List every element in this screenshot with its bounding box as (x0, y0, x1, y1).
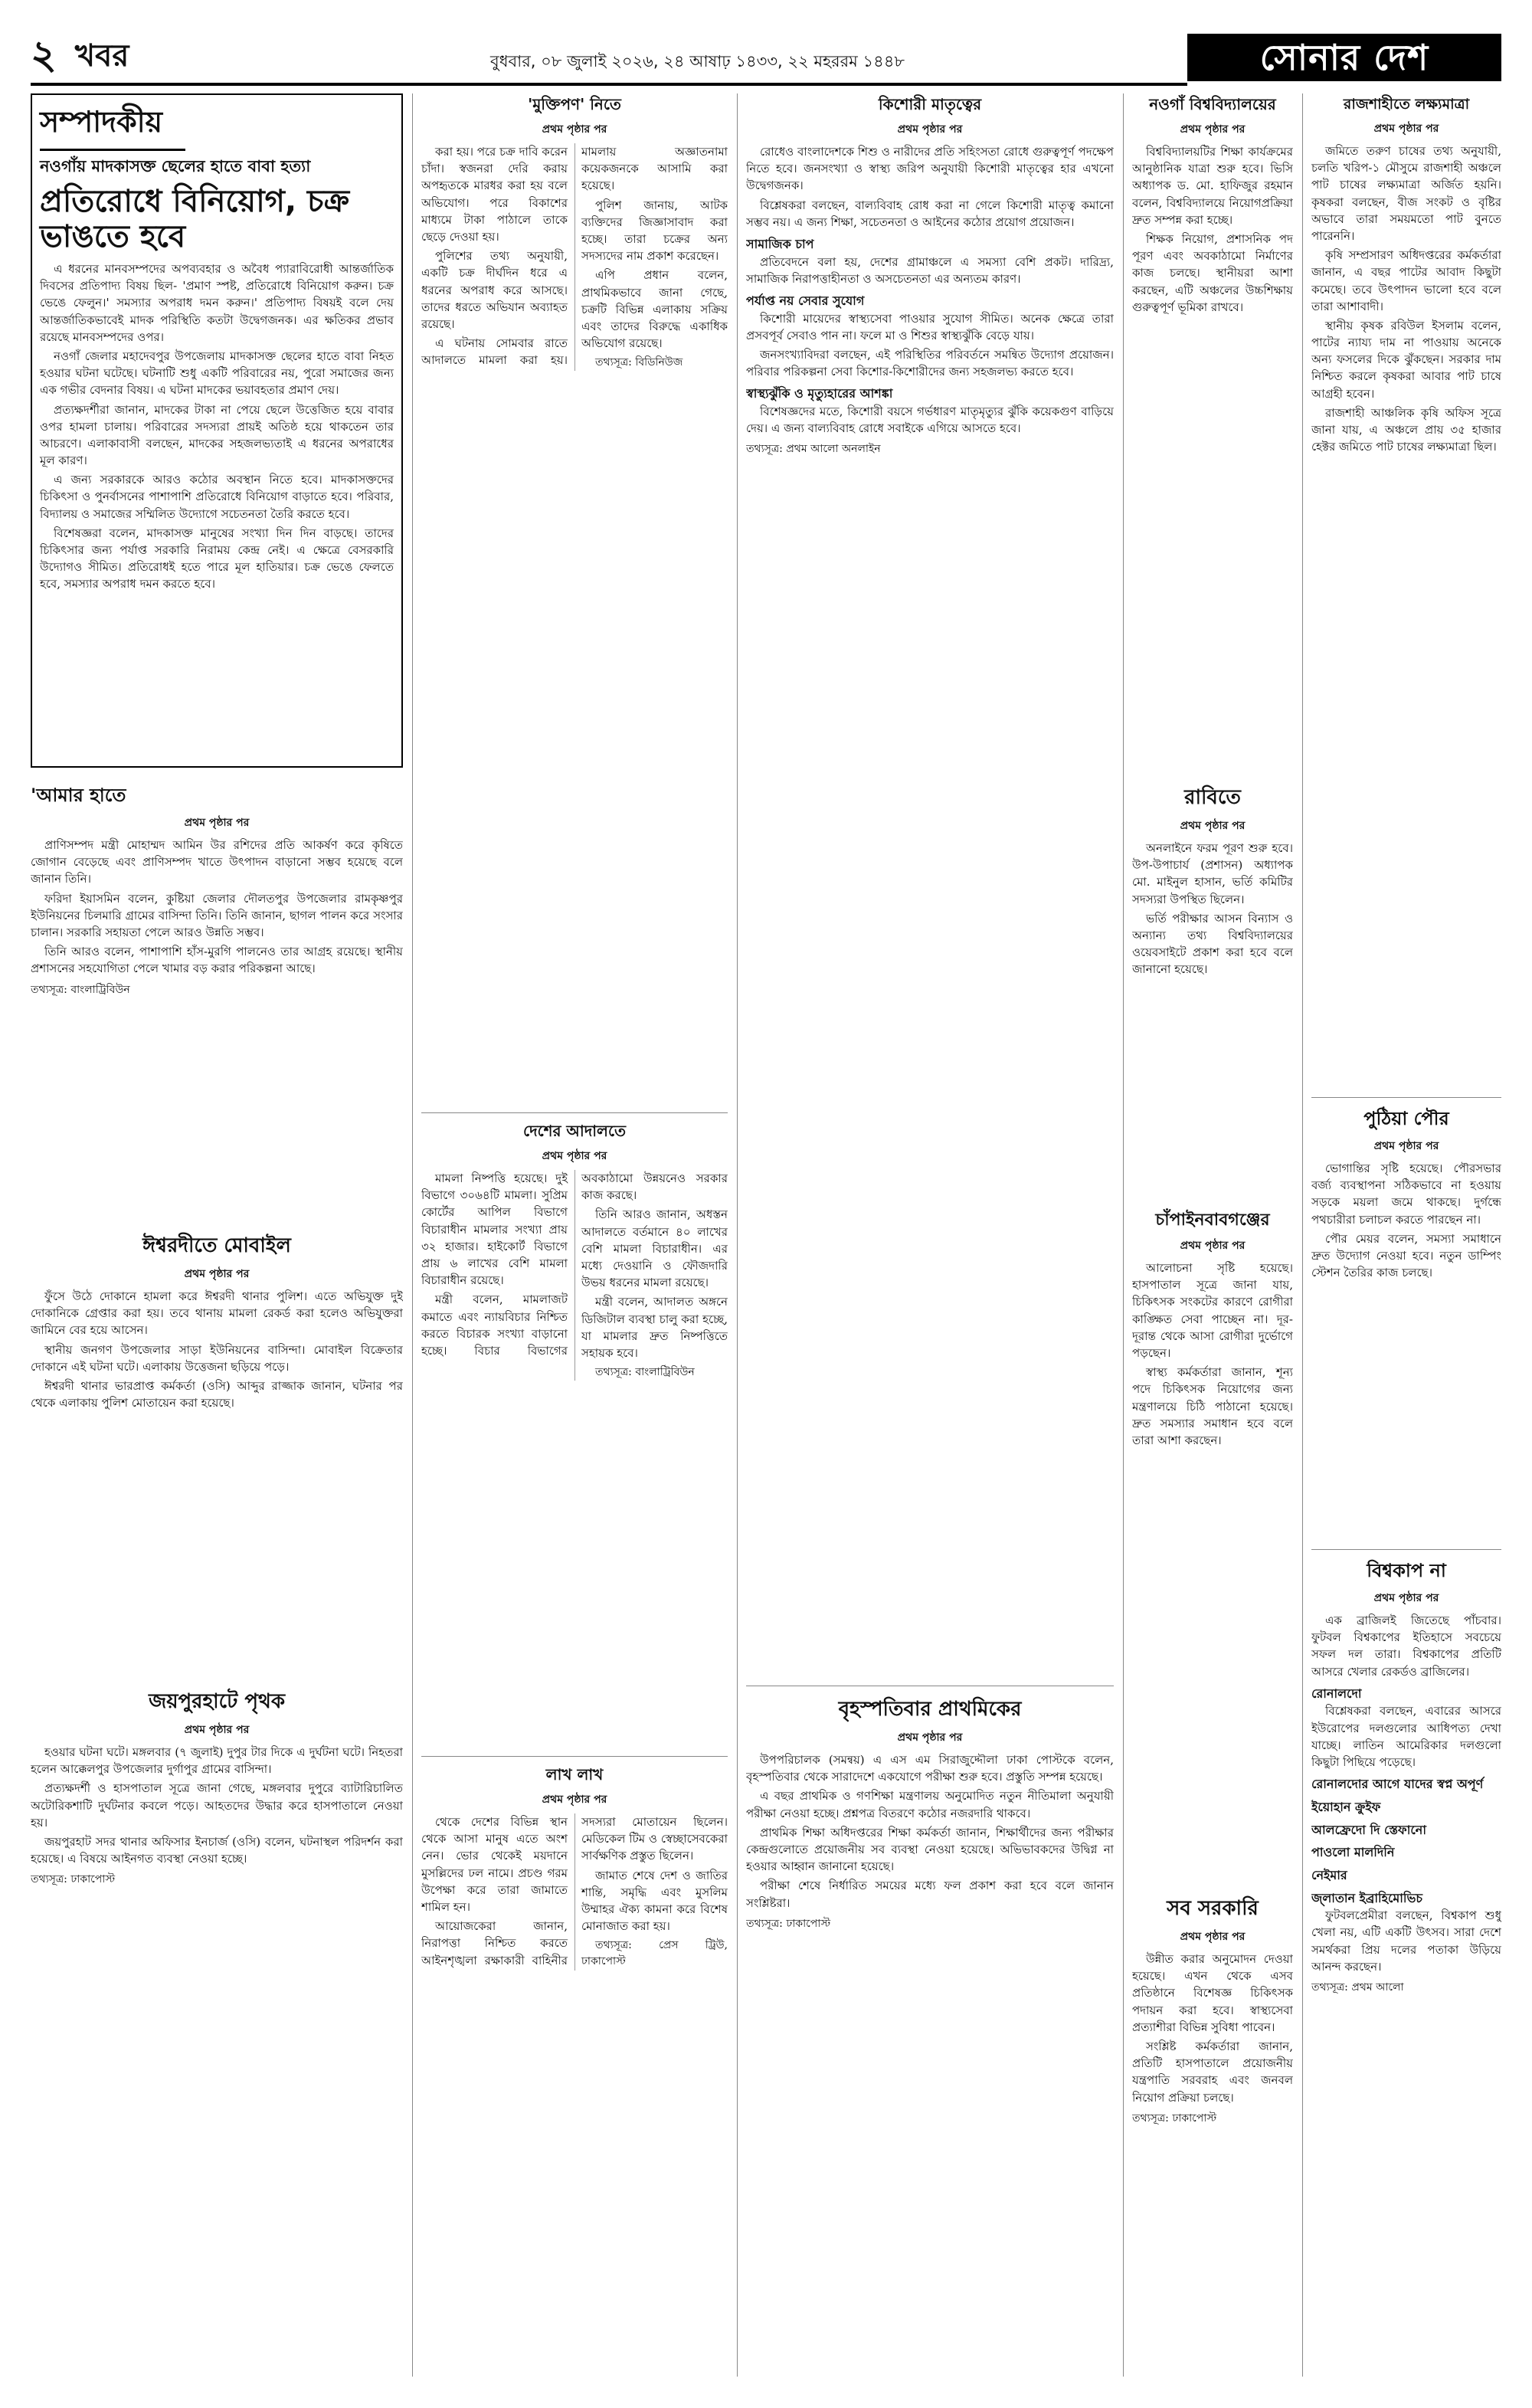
editorial-paragraph: বিশেষজ্ঞরা বলেন, মাদকাসক্ত মানুষের সংখ্যা দিন দিন বাড়ছে। তাদের চিকিৎসার জন্য পর্যাপ্ত সরকারি নিরাময় কেন্দ্র নেই। এ ক্ষেত্রে বেসরকারি উদ্যোগও সীমিত। প্রতিরোধই হতে পারে মূল হাতিয়ার। চক্র ভেঙে ফেলতে হবে, সমস্যার অপরাধ দমন করতে হবে। (40, 526, 394, 591)
article-body (421, 1813, 728, 1971)
article-paragraph: ফরিদা ইয়াসমিন বলেন, কুষ্টিয়া জেলার দৌলতপুর উপজেলার রামকৃষ্ণপুর ইউনিয়নের চিলমারি গ্রামের বাসিন্দা তিনি। তিনি জানান, ছাগল পালন করে সংসার চালান। সরকারি সহায়তা পেলে আরও উন্নতি সম্ভব। (31, 891, 403, 939)
article-paragraph: মন্ত্রী বলেন, মামলাজট কমাতে এবং ন্যায়বিচার নিশ্চিত করতে বিচারক সংখ্যা বাড়ানো হচ্ছে। বিচার বিভাগের অবকাঠামো উন্নয়নেও সরকার কাজ করছে। (421, 1171, 728, 1358)
article-title: বৃহস্পতিবার প্রাথমিকের (838, 1698, 1022, 1721)
article-paragraph: কিশোরী মায়েদের স্বাস্থ্যসেবা পাওয়ার সুযোগ সীমিত। অনেক ক্ষেত্রে তারা প্রসবপূর্ব সেবাও পান না। ফলে মা ও শিশুর স্বাস্থ্যঝুঁকি বেড়ে যায়। (746, 311, 1114, 342)
article-title: ঈশ্বরদীতে মোবাইল (142, 1234, 291, 1257)
article-title: দেশের আদালতে (522, 1122, 627, 1140)
article-paragraph: জমিতে তরুণ চাষের তথ্য অনুযায়ী, চলতি খরিপ-১ মৌসুমে রাজশাহী অঞ্চলে পাট চাষের লক্ষ্যমাত্রা অর্জিত হয়নি। কৃষকরা বলছেন, বীজ সংকট ও বৃষ্টির অভাবে তারা সময়মতো পাট বুনতে পারেননি। (1311, 144, 1501, 243)
article-source: তথ্যসূত্র: বাংলাট্রিবিউন (595, 1366, 695, 1379)
article-title: রাজশাহীতে লক্ষ্যমাত্রা (1343, 96, 1470, 113)
article-title: চাঁপাইনবাবগঞ্জের (1155, 1211, 1270, 1230)
editorial-body (40, 260, 394, 593)
article-paragraph: পরীক্ষা শেষে নির্ধারিত সময়ের মধ্যে ফল প্রকাশ করা হবে বলে জানান সংশ্লিষ্টরা। (746, 1879, 1114, 1910)
article-paragraph: প্রাথমিক শিক্ষা অধিদপ্তরের শিক্ষা কর্মকর্তা জানান, শিক্ষার্থীদের জন্য পরীক্ষার কেন্দ্রগুলোতে প্রয়োজনীয় সব ব্যবস্থা নেওয়া হয়েছে। অভিভাবকদের উদ্বিগ্ন না হওয়ার আহ্বান জানানো হয়েছে। (746, 1825, 1114, 1874)
continued-label: প্রথম পৃষ্ঠার পর (1373, 1592, 1439, 1604)
article-paragraph: হওয়ার ঘটনা ঘটে। মঙ্গলবার (৭ জুলাই) দুপুর টার দিকে এ দুর্ঘটনা ঘটে। নিহতরা হলেন আক্কেলপুর উপজেলার দুর্গাপুর গ্রামের বাসিন্দা। (31, 1745, 403, 1777)
article-source: তথ্যসূত্র: ঢাকাপোস্ট (31, 1873, 116, 1886)
article-body (1132, 1260, 1293, 1449)
article-paragraph: রাজশাহী আঞ্চলিক কৃষি অফিস সূত্রে জানা যায়, এ অঞ্চলে প্রায় ৩৫ হাজার হেক্টর জমিতে পাট চাষের লক্ষ্যমাত্রা ছিল। (1311, 405, 1501, 454)
article-amar-hate (31, 781, 403, 1211)
editorial-paragraph: এ ধরনের মানবসম্পদের অপব্যবহার ও অবৈধ প্যারাবিরোধী আন্তর্জাতিক দিবসের প্রতিপাদ্য বিষয় ছিল- 'প্রমাণ স্পষ্ট, প্রতিরোধে বিনিয়োগ করুন। চক্র ভেঙে ফেলুন।' সমস্যার অপরাধ দমন করুন।' প্রতিপাদ্য বিষয়ই বলে দেয় আন্তর্জাতিকভাবেই মাদক পরিস্থিতি কতটা উদ্বেগজনক। এর ক্ষতিকর প্রভাব রয়েছে মানবসম্পদের ওপর। (40, 262, 394, 344)
article-body (421, 143, 728, 371)
section-divider (1311, 1097, 1501, 1098)
continued-label: প্রথম পৃষ্ঠার পর (1180, 1240, 1246, 1252)
article-paragraph: প্রত্যক্ষদর্শী ও হাসপাতাল সূত্রে জানা গেছে, মঙ্গলবার দুপুরে ব্যাটারিচালিত অটোরিকশাটি দুর্ঘটনার কবলে পড়ে। আহতদের উদ্ধার করে হাসপাতালে নেওয়া হয়। (31, 1781, 403, 1830)
section-divider (1311, 1549, 1501, 1550)
column-divider (1302, 93, 1303, 2377)
section-divider (421, 1756, 728, 1757)
article-paragraph: আলোচনা সৃষ্টি হয়েছে। হাসপাতাল সূত্রে জানা যায়, চিকিৎসক সংকটের কারণে রোগীরা কাঙ্ক্ষিত সেবা পাচ্ছেন না। দূর-দূরান্ত থেকে আসা রোগীরা দুর্ভোগে পড়ছেন। (1132, 1261, 1293, 1360)
article-source: তথ্যসূত্র: বাংলাট্রিবিউন (31, 983, 130, 996)
article-subhead: রোনালদো (1311, 1686, 1362, 1701)
article-body (31, 1744, 403, 1867)
article-source: তথ্যসূত্র: ঢাকাপোস্ট (746, 1917, 831, 1930)
article-body (1311, 1160, 1501, 1281)
article-joypurhat (31, 1686, 403, 2375)
continued-label: প্রথম পৃষ্ঠার পর (184, 1268, 250, 1280)
article-mukti (421, 93, 728, 1089)
article-rajshahi (1311, 93, 1501, 1089)
article-paragraph: থেকে দেশের বিভিন্ন স্থান থেকে আসা মানুষ এতে অংশ নেন। ভোর থেকেই ময়দানে মুসল্লিদের ঢল নামে। প্রচণ্ড গরম উপেক্ষা করে তারা জামাতে শামিল হন। (421, 1815, 568, 1914)
article-rabite (1132, 781, 1293, 1195)
article-body (1132, 840, 1293, 978)
column-divider (412, 93, 413, 2377)
article-paragraph: মামলা নিষ্পত্তি হয়েছে। দুই বিভাগে ৩০৬৪টি মামলা। সুপ্রিম কোর্টের আপিল বিভাগে বিচারাধীন মামলার সংখ্যা প্রায় ৩২ হাজার। হাইকোর্ট বিভাগে প্রায় ৬ লাখের বেশি মামলা বিচারাধীন রয়েছে। (421, 1171, 568, 1288)
article-paragraph: ঈশ্বরদী থানার ভারপ্রাপ্ত কর্মকর্তা (ওসি) আব্দুর রাজ্জাক জানান, ঘটনার পর থেকে এলাকায় পুলিশ মোতায়েন করা হয়েছে। (31, 1378, 403, 1410)
article-source: তথ্যসূত্র: ঢাকাপোস্ট (1132, 2112, 1217, 2125)
article-paragraph: সংশ্লিষ্ট কর্মকর্তারা জানান, প্রতিটি হাসপাতালে প্রয়োজনীয় যন্ত্রপাতি সরবরাহ এবং জনবল নিয়োগ প্রক্রিয়া চলছে। (1132, 2039, 1293, 2105)
article-source: তথ্যসূত্র: প্রথম আলো অনলাইন (746, 443, 881, 456)
column-divider (737, 93, 738, 2377)
article-paragraph: উন্নীত করার অনুমোদন দেওয়া হয়েছে। এখন থেকে এসব প্রতিষ্ঠানে বিশেষজ্ঞ চিকিৎসক পদায়ন করা হবে। স্বাস্থ্যসেবা প্রত্যাশীরা বিভিন্ন সুবিধা পাবেন। (1132, 1952, 1293, 2034)
article-paragraph: এক ব্রাজিলই জিতেছে পাঁচবার। ফুটবল বিশ্বকাপের ইতিহাসে সবচেয়ে সফল দল তারা। বিশ্বকাপের প্রতিটি আসরে খেলার রেকর্ডও ব্রাজিলের। (1311, 1614, 1501, 1679)
article-title: পুঠিয়া পৌর (1363, 1108, 1449, 1129)
article-paragraph: প্রতিবেদনে বলা হয়, দেশের গ্রামাঞ্চলে এ সমস্যা বেশি প্রকট। দারিদ্র্য, সামাজিক নিরাপত্তাহীনতা ও অসচেতনতা এর অন্যতম কারণ। (746, 254, 1114, 286)
article-subhead: রোনালদোর আগে যাদের স্বপ্ন অপূর্ণ (1311, 1777, 1484, 1792)
article-paragraph: পুলিশ জানায়, আটক ব্যক্তিদের জিজ্ঞাসাবাদ করা হচ্ছে। তারা চক্রের অন্য সদস্যদের নাম প্রকাশ করেছেন। (581, 198, 728, 264)
article-biswakap (1311, 1557, 1501, 2377)
article-paragraph: আয়োজকেরা জানান, নিরাপত্তা নিশ্চিত করতে আইনশৃঙ্খলা রক্ষাকারী বাহিনীর সদস্যরা মোতায়েন ছিলেন। মেডিকেল টিম ও স্বেচ্ছাসেবকেরা সার্বক্ষণিক প্রস্তুত ছিলেন। (421, 1815, 728, 1967)
article-lakh-lakh (421, 1764, 728, 2377)
article-paragraph: পুলিশের তথ্য অনুযায়ী, একটি চক্র দীর্ঘদিন ধরে এ ধরনের অপরাধ করে আসছে। তাদের ধরতে অভিযান অব্যাহত রয়েছে। (421, 249, 568, 331)
article-chapai (1132, 1207, 1293, 1881)
continued-label: প্রথম পৃষ্ঠার পর (1373, 123, 1439, 135)
article-subhead: পাওলো মালদিনি (1311, 1845, 1395, 1860)
article-subhead: জ্লাতান ইব্রাহিমোভিচ (1311, 1890, 1423, 1905)
article-paragraph: তিনি আরও বলেন, পাশাপাশি হাঁস-মুরগি পালনেও তার আগ্রহ রয়েছে। স্থানীয় প্রশাসনের সহযোগিতা পেলে খামার বড় করার পরিকল্পনা আছে। (31, 945, 403, 976)
article-title: কিশোরী মাতৃত্বের (878, 95, 982, 113)
article-paragraph: জনসংখ্যাবিদরা বলছেন, এই পরিস্থিতির পরিবর্তনে সমন্বিত উদ্যোগ প্রয়োজন। পরিবার পরিকল্পনা সেবা কিশোর-কিশোরীদের জন্য সহজলভ্য করতে হবে। (746, 348, 1114, 379)
article-title: 'আমার হাতে (31, 785, 126, 806)
article-paragraph: এ বছর প্রাথমিক ও গণশিক্ষা মন্ত্রণালয় অনুমোদিত নতুন নীতিমালা অনুযায়ী পরীক্ষা নেওয়া হচ্ছে। প্রশ্নপত্র বিতরণে কঠোর নজরদারি থাকবে। (746, 1789, 1114, 1820)
article-paragraph: করা হয়। পরে চক্র দাবি করেন চাঁদা। স্বজনরা দেরি করায় অপহৃতকে মারধর করা হয় বলে অভিযোগ। পরে বিকাশের মাধ্যমে টাকা পাঠালে তাকে ছেড়ে দেওয়া হয়। (421, 145, 568, 244)
article-paragraph: এ ঘটনায় সোমবার রাতে আদালতে মামলা করা হয়। মামলায় অজ্ঞাতনামা কয়েকজনকে আসামি করা হয়েছে। (421, 145, 728, 368)
article-subhead: ইয়োহান ক্রুইফ (1311, 1799, 1381, 1814)
brand-logo: সোনার দেশ (1187, 34, 1501, 81)
continued-label: প্রথম পৃষ্ঠার পর (897, 1731, 963, 1744)
article-paragraph: ভোগান্তির সৃষ্টি হয়েছে। পৌরসভার বর্জ্য ব্যবস্থাপনা সঠিকভাবে না হওয়ায় সড়কে ময়লা জমে থাকছে। দুর্গন্ধে পথচারীরা চলাচল করতে পারছেন না। (1311, 1161, 1501, 1227)
article-paragraph: এপি প্রধান বলেন, প্রাথমিকভাবে জানা গেছে, চক্রটি বিভিন্ন এলাকায় সক্রিয় এবং তাদের বিরুদ্ধে একাধিক অভিযোগ রয়েছে। (581, 268, 728, 351)
article-paragraph: বিশেষজ্ঞদের মতে, কিশোরী বয়সে গর্ভধারণ মাতৃমৃত্যুর ঝুঁকি কয়েকগুণ বাড়িয়ে দেয়। এ জন্য বাল্যবিবাহ রোধে সবাইকে এগিয়ে আসতে হবে। (746, 405, 1114, 436)
article-title: নওগাঁ বিশ্ববিদ্যালয়ের (1149, 95, 1276, 113)
continued-label: প্রথম পৃষ্ঠার পর (542, 123, 607, 136)
editorial-kicker: নওগাঁয় মাদকাসক্ত ছেলের হাতে বাবা হত্যা (40, 157, 311, 175)
article-body (746, 143, 1114, 437)
article-subhead: পর্যাপ্ত নয় সেবার সুযোগ (746, 293, 865, 308)
continued-label: প্রথম পৃষ্ঠার পর (1373, 1140, 1439, 1152)
continued-label: প্রথম পৃষ্ঠার পর (897, 123, 963, 136)
article-subhead: আলফ্রেদো দি স্তেফানো (1311, 1822, 1427, 1837)
continued-label: প্রথম পৃষ্ঠার পর (1180, 1931, 1246, 1943)
article-body (1132, 143, 1293, 316)
article-paragraph: স্থানীয় জনগণ উপজেলার সাড়া ইউনিয়নের বাসিন্দা। মোবাইল বিক্রেতার দোকানে এই ঘটনা ঘটে। এলাকায় উত্তেজনা ছড়িয়ে পড়ে। (31, 1342, 403, 1374)
continued-label: প্রথম পৃষ্ঠার পর (542, 1150, 607, 1162)
article-body (31, 837, 403, 978)
article-paragraph: জামাত শেষে দেশ ও জাতির শান্তি, সমৃদ্ধি এবং মুসলিম উম্মাহর ঐক্য কামনা করে বিশেষ মোনাজাত করা হয়। (581, 1868, 728, 1934)
article-puthiya (1311, 1105, 1501, 1541)
continued-label: প্রথম পৃষ্ঠার পর (184, 817, 250, 829)
article-paragraph: শিক্ষক নিয়োগ, প্রশাসনিক পদ পূরণ এবং অবকাঠামো নির্মাণের কাজ চলছে। স্থানীয়রা আশা করছেন, এটি অঞ্চলের উচ্চশিক্ষায় গুরুত্বপূর্ণ ভূমিকা রাখবে। (1132, 231, 1293, 314)
article-source: তথ্যসূত্র: প্রেস ট্রিউ, ঢাকাপোস্ট (581, 1939, 728, 1968)
article-paragraph: ফুটবলপ্রেমীরা বলছেন, বিশ্বকাপ শুধু খেলা নয়, এটি একটি উৎসব। সারা দেশে সমর্থকরা প্রিয় দলের পতাকা উড়িয়ে আনন্দ করছেন। (1311, 1908, 1501, 1974)
article-kishori (746, 93, 1114, 1664)
masthead-page-label (31, 31, 129, 80)
article-body (1132, 1951, 1293, 2106)
article-naogaon-univ (1132, 93, 1293, 768)
article-sob-sorkari (1132, 1892, 1293, 2375)
page-number: ২ (31, 31, 58, 78)
section-divider (421, 1112, 728, 1113)
article-subhead: নেইমার (1311, 1867, 1347, 1882)
article-subhead: সামাজিক চাপ (746, 236, 814, 251)
editorial (31, 93, 403, 768)
article-title: লাখ লাখ (545, 1765, 604, 1784)
article-paragraph: মন্ত্রী বলেন, আদালত অঙ্গনে ডিজিটাল ব্যবস্থা চালু করা হচ্ছে, যা মামলার দ্রুত নিষ্পত্তিতে সহায়ক হবে। (581, 1295, 728, 1360)
continued-label: প্রথম পৃষ্ঠার পর (184, 1724, 250, 1736)
article-paragraph: রোধেও বাংলাদেশকে শিশু ও নারীদের প্রতি সহিংসতা রোধে গুরুত্বপূর্ণ পদক্ষেপ নিতে হবে। জনসংখ্যা ও স্বাস্থ্য জরিপ অনুযায়ী কিশোরী মাতৃত্বের হার এখনো উদ্বেগজনক। (746, 145, 1114, 193)
article-paragraph: বিশ্ববিদ্যালয়টির শিক্ষা কার্যক্রমের আনুষ্ঠানিক যাত্রা শুরু হবে। ভিসি অধ্যাপক ড. মো. হাফিজুর রহমান বলেন, বিশ্ববিদ্যালয়ে নিয়োগপ্রক্রিয়া দ্রুত সম্পন্ন করা হচ্ছে। (1132, 145, 1293, 227)
editorial-paragraph: এ জন্য সরকারকে আরও কঠোর অবস্থান নিতে হবে। মাদকাসক্তদের চিকিৎসা ও পুনর্বাসনের পাশাপাশি প্রতিরোধে বিনিয়োগ বাড়াতে হবে। পরিবার, বিদ্যালয় ও সমাজের সম্মিলিত উদ্যোগে সচেতনতা তৈরি করতে হবে। (40, 473, 394, 521)
continued-label: প্রথম পৃষ্ঠার পর (542, 1794, 607, 1806)
continued-label: প্রথম পৃষ্ঠার পর (1180, 820, 1246, 832)
article-paragraph: ফুঁসে উঠে দোকানে হামলা করে ঈশ্বরদী থানার পুলিশ। এতে অভিযুক্ত দুই দোকানিকে গ্রেপ্তার করা হয়। তবে থানায় মামলা রেকর্ড করা হলেও অভিযুক্তরা জামিনে বের হয়ে আসেন। (31, 1289, 403, 1338)
article-paragraph: স্বাস্থ্য কর্মকর্তারা জানান, শূন্য পদে চিকিৎসক নিয়োগের জন্য মন্ত্রণালয়ে চিঠি পাঠানো হয়েছে। দ্রুত সমস্যার সমাধান হবে বলে তারা আশা করছেন। (1132, 1365, 1293, 1447)
article-paragraph: ভর্তি পরীক্ষার আসন বিন্যাস ও অন্যান্য তথ্য বিশ্ববিদ্যালয়ের ওয়েবসাইটে প্রকাশ করা হবে বলে জানানো হয়েছে। (1132, 911, 1293, 977)
article-source: তথ্যসূত্র: প্রথম আলো (1311, 1980, 1404, 1994)
article-title: সব সরকারি (1167, 1897, 1259, 1920)
article-paragraph: প্রাণিসম্পদ মন্ত্রী মোহাম্মদ আমিন উর রশিদের প্রতি আকর্ষণ করে কৃষিতে জোগান বেড়েছে এবং প্রাণিসম্পদ খাতে উৎপাদন বাড়ানো সম্ভব হয়েছে বলে জানান তিনি। (31, 838, 403, 886)
article-title: বিশ্বকাপ না (1367, 1560, 1446, 1581)
article-body (421, 1170, 728, 1381)
article-paragraph: উপপরিচালক (সমন্বয়) এ এস এম সিরাজুদ্দৌলা ঢাকা পোস্টকে বলেন, বৃহস্পতিবার থেকে সারাদেশে একযোগে পরীক্ষা শুরু হবে। প্রস্তুতি সম্পন্ন হয়েছে। (746, 1753, 1114, 1784)
article-paragraph: জয়পুরহাট সদর থানার অফিসার ইনচার্জ (ওসি) বলেন, ঘটনাস্থল পরিদর্শন করা হয়েছে। এ বিষয়ে আইনগত ব্যবস্থা নেওয়া হচ্ছে। (31, 1834, 403, 1866)
article-brihaspati (746, 1693, 1114, 2375)
editorial-headline: প্রতিরোধে বিনিয়োগ, চক্র ভাঙতে হবে (40, 184, 350, 254)
editorial-label: সম্পাদকীয় (40, 100, 185, 151)
article-body (746, 1751, 1114, 1912)
article-paragraph: বিশ্লেষকরা বলছেন, এবারের আসরে ইউরোপের দলগুলোর আধিপত্য দেখা যাচ্ছে। লাতিন আমেরিকার দলগুলো কিছুটা পিছিয়ে পড়েছে। (1311, 1704, 1501, 1769)
article-desher-adalot (421, 1120, 728, 1748)
article-subhead: স্বাস্থ্যঝুঁকি ও মৃত্যুহারের আশঙ্কা (746, 386, 893, 401)
article-body (1311, 1612, 1501, 1975)
article-paragraph: তিনি আরও জানান, অধস্তন আদালতে বর্তমানে ৪০ লাখের বেশি মামলা বিচারাধীন। এর মধ্যে দেওয়ানি ও ফৌজদারি উভয় ধরনের মামলা রয়েছে। (581, 1207, 728, 1290)
article-body (31, 1288, 403, 1411)
article-title: রাবিতে (1184, 786, 1241, 809)
editorial-paragraph: প্রত্যক্ষদর্শীরা জানান, মাদকের টাকা না পেয়ে ছেলে উত্তেজিত হয়ে বাবার ওপর হামলা চালায়। পরিবারের সদস্যরা প্রায়ই অতিষ্ঠ হয়ে থাকতেন তার আচরণে। এলাকাবাসী বলছেন, মাদকের সহজলভ্যতাই এ ধরনের অপরাধের মূল কারণ। (40, 402, 394, 468)
article-paragraph: কৃষি সম্প্রসারণ অধিদপ্তরের কর্মকর্তারা জানান, এ বছর পাটের আবাদ কিছুটা কমেছে। তবে উৎপাদন ভালো হবে বলে তারা আশাবাদী। (1311, 248, 1501, 313)
editorial-paragraph: নওগাঁ জেলার মহাদেবপুর উপজেলায় মাদকাসক্ত ছেলের হাতে বাবা নিহত হওয়ার ঘটনা ঘটেছে। ঘটনাটি শুধু একটি পরিবারের নয়, পুরো সমাজের জন্য এক গভীর বেদনার বিষয়। এ ঘটনা মাদকের ভয়াবহতার প্রমাণ দেয়। (40, 349, 394, 398)
article-paragraph: অনলাইনে ফরম পূরণ শুরু হবে। উপ-উপাচার্য (প্রশাসন) অধ্যাপক মো. মাইনুল হাসান, ভর্তি কমিটির সদস্যরা উপস্থিত ছিলেন। (1132, 841, 1293, 906)
article-paragraph: বিশ্লেষকরা বলছেন, বাল্যবিবাহ রোধ করা না গেলে কিশোরী মাতৃত্ব কমানো সম্ভব নয়। এ জন্য শিক্ষা, সচেতনতা ও আইনের কঠোর প্রয়োগ প্রয়োজন। (746, 198, 1114, 229)
masthead-rule (31, 83, 1187, 86)
article-ishwardi (31, 1230, 403, 1659)
article-body (1311, 143, 1501, 455)
article-title: 'মুক্তিপণ' নিতে (528, 95, 621, 113)
article-paragraph: স্থানীয় কৃষক রবিউল ইসলাম বলেন, পাটের ন্যায্য দাম না পাওয়ায় অনেকে অন্য ফসলের দিকে ঝুঁকছেন। সরকার দাম নিশ্চিত করলে কৃষকরা আবার পাট চাষে আগ্রহী হবেন। (1311, 318, 1501, 401)
article-source: তথ্যসূত্র: বিডিনিউজ (595, 356, 683, 369)
continued-label: প্রথম পৃষ্ঠার পর (1180, 123, 1246, 136)
article-paragraph: পৌর মেয়র বলেন, সমস্যা সমাধানে দ্রুত উদ্যোগ নেওয়া হবে। নতুন ডাম্পিং স্টেশন তৈরির কাজ চলছে। (1311, 1231, 1501, 1280)
column-divider (1123, 93, 1124, 2377)
article-title: জয়পুরহাটে পৃথক (148, 1690, 286, 1713)
issue-date: বুধবার, ০৮ জুলাই ২০২৬, ২৪ আষাঢ় ১৪৩৩, ২২ মহররম ১৪৪৮ (490, 52, 905, 70)
masthead (31, 31, 1501, 84)
section-name: খবর (74, 38, 129, 74)
